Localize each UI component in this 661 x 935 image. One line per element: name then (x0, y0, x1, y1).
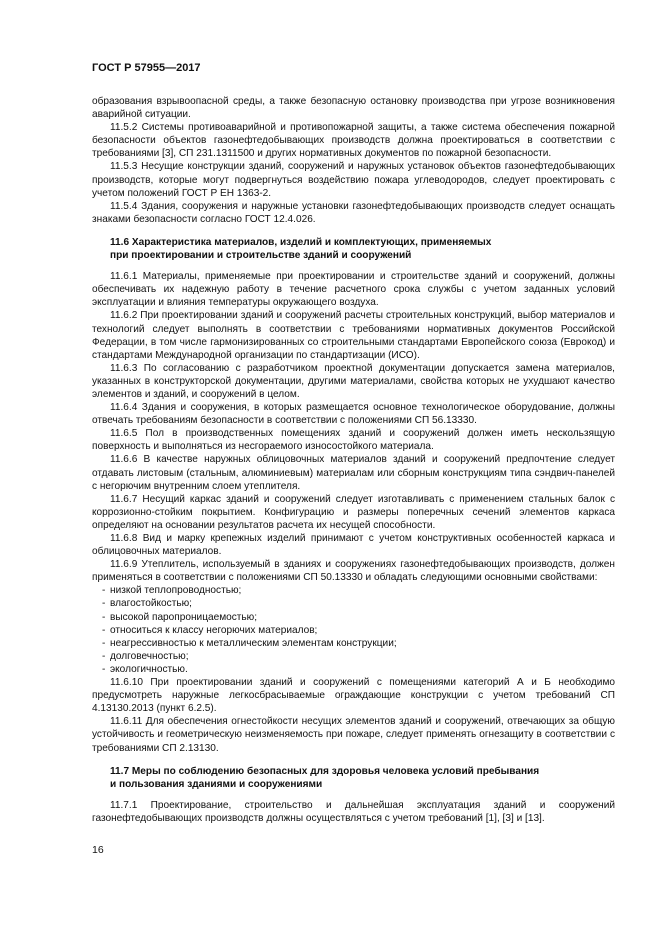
list-item: - влагостойкостью; (102, 597, 615, 610)
paragraph: 11.6.2 При проектировании зданий и сооружений расчеты строительных конструкций, выбор материалов и технологий следует выполнять в соответствии с требованиями нормативных документов Российской Федерации, в том числе гармонизированных со строительными стандартами Европейского союза (Еврокод) и стандартами Международной организации по стандартизации (ИСО). (92, 310, 615, 361)
paragraph: 11.6.7 Несущий каркас зданий и сооружений следует изготавливать с применением стальных балок с коррозионно-стойким покрытием. Конфигурацию и размеры поперечных сечений элементов каркаса определяют на основании результатов расчета их несущей способности. (92, 493, 615, 531)
list-item: - низкой теплопроводностью; (102, 584, 615, 597)
list-item: - относиться к классу негорючих материалов; (102, 624, 615, 637)
section-heading-line: 11.6 Характеристика материалов, изделий и комплектующих, применяемых (110, 236, 492, 248)
section-heading-line: и пользования зданиями и сооружениями (110, 778, 323, 790)
paragraph: образования взрывоопасной среды, а также безопасную остановку производства при угрозе возникновения аварийной ситуации. (92, 96, 615, 121)
paragraph: 11.5.2 Системы противоаварийной и противопожарной защиты, а также система обеспечения пожарной безопасности объектов газонефтедобывающих производств должна проектироваться в соответствии с требованиями [3], СП 231.1311500 и других нормативных документов по пожарной безопасности. (92, 122, 615, 160)
paragraph: 11.5.3 Несущие конструкции зданий, сооружений и наружных установок объектов газонефтедобывающих производств, которые могут подвергнуться воздействию пожара углеводородов, следует проектировать с учетом положений ГОСТ Р ЕН 1363-2. (92, 161, 615, 199)
paragraph: 11.6.4 Здания и сооружения, в которых размещается основное технологическое оборудование, должны отвечать требованиям безопасности в соответствии с положениями СП 56.13330. (92, 402, 615, 427)
section-heading (92, 765, 615, 791)
section-heading-line: 11.7 Меры по соблюдению безопасных для здоровья человека условий пребывания (110, 765, 540, 777)
paragraph: 11.7.1 Проектирование, строительство и дальнейшая эксплуатация зданий и сооружений газонефтедобывающих производств должны осуществляться с учетом требований [1], [3] и [13]. (92, 799, 615, 824)
list-item: - долговечностью; (102, 650, 615, 663)
paragraph: 11.6.6 В качестве наружных облицовочных материалов зданий и сооружений предпочтение следует отдавать листовым (стальным, алюминиевым) материалам или сборным конструкциям типа сэндвич-панелей с негорючим внутренним слоем утеплителя. (92, 454, 615, 492)
page-number: 16 (92, 844, 104, 856)
list-item: - неагрессивностью к металлическим элементам конструкции; (102, 637, 615, 650)
section-heading-line: при проектировании и строительстве зданий и сооружений (110, 250, 412, 262)
paragraph: 11.6.9 Утеплитель, используемый в зданиях и сооружениях газонефтедобывающих производств, должен применяться в соответствии с положениями СП 50.13330 и обладать следующими основными свойствами: (92, 559, 615, 584)
section-heading (92, 236, 615, 262)
paragraph: 11.5.4 Здания, сооружения и наружные установки газонефтедобывающих производств следует оснащать знаками безопасности согласно ГОСТ 12.4.026. (92, 200, 615, 225)
paragraph: 11.6.1 Материалы, применяемые при проектировании и строительстве зданий и сооружений, должны обеспечивать их надежную работу в течение расчетного срока службы с учетом заданных условий эксплуатации и влияния температуры окружающего воздуха. (92, 271, 615, 309)
list-item: - высокой паропроницаемостью; (102, 611, 615, 624)
document-header: ГОСТ Р 57955—2017 (92, 62, 201, 74)
paragraph: 11.6.11 Для обеспечения огнестойкости несущих элементов зданий и сооружений, отвечающих за общую устойчивость и геометрическую неизменяемость при пожаре, следует применять огнезащиту в соответствии с требованиями СП 2.13130. (92, 716, 615, 754)
paragraph: 11.6.10 При проектировании зданий и сооружений с помещениями категорий А и Б необходимо предусмотреть наружные легкосбрасываемые ограждающие конструкции с учетом требований СП 4.13130.2013 (пункт 6.2.5). (92, 677, 615, 715)
paragraph: 11.6.5 Пол в производственных помещениях зданий и сооружений должен иметь нескользящую поверхность и выполняться из несгораемого износостойкого материала. (92, 428, 615, 453)
list-item: - экологичностью. (102, 663, 615, 676)
properties-list (92, 584, 615, 676)
paragraph: 11.6.3 По согласованию с разработчиком проектной документации допускается замена материалов, указанных в конструкторской документации, другими материалами, свойства которых не ухудшают качество элементов и зданий, и сооружений в целом. (92, 362, 615, 400)
paragraph: 11.6.8 Вид и марку крепежных изделий принимают с учетом конструктивных особенностей каркаса и облицовочных материалов. (92, 533, 615, 558)
document-body (92, 95, 615, 825)
